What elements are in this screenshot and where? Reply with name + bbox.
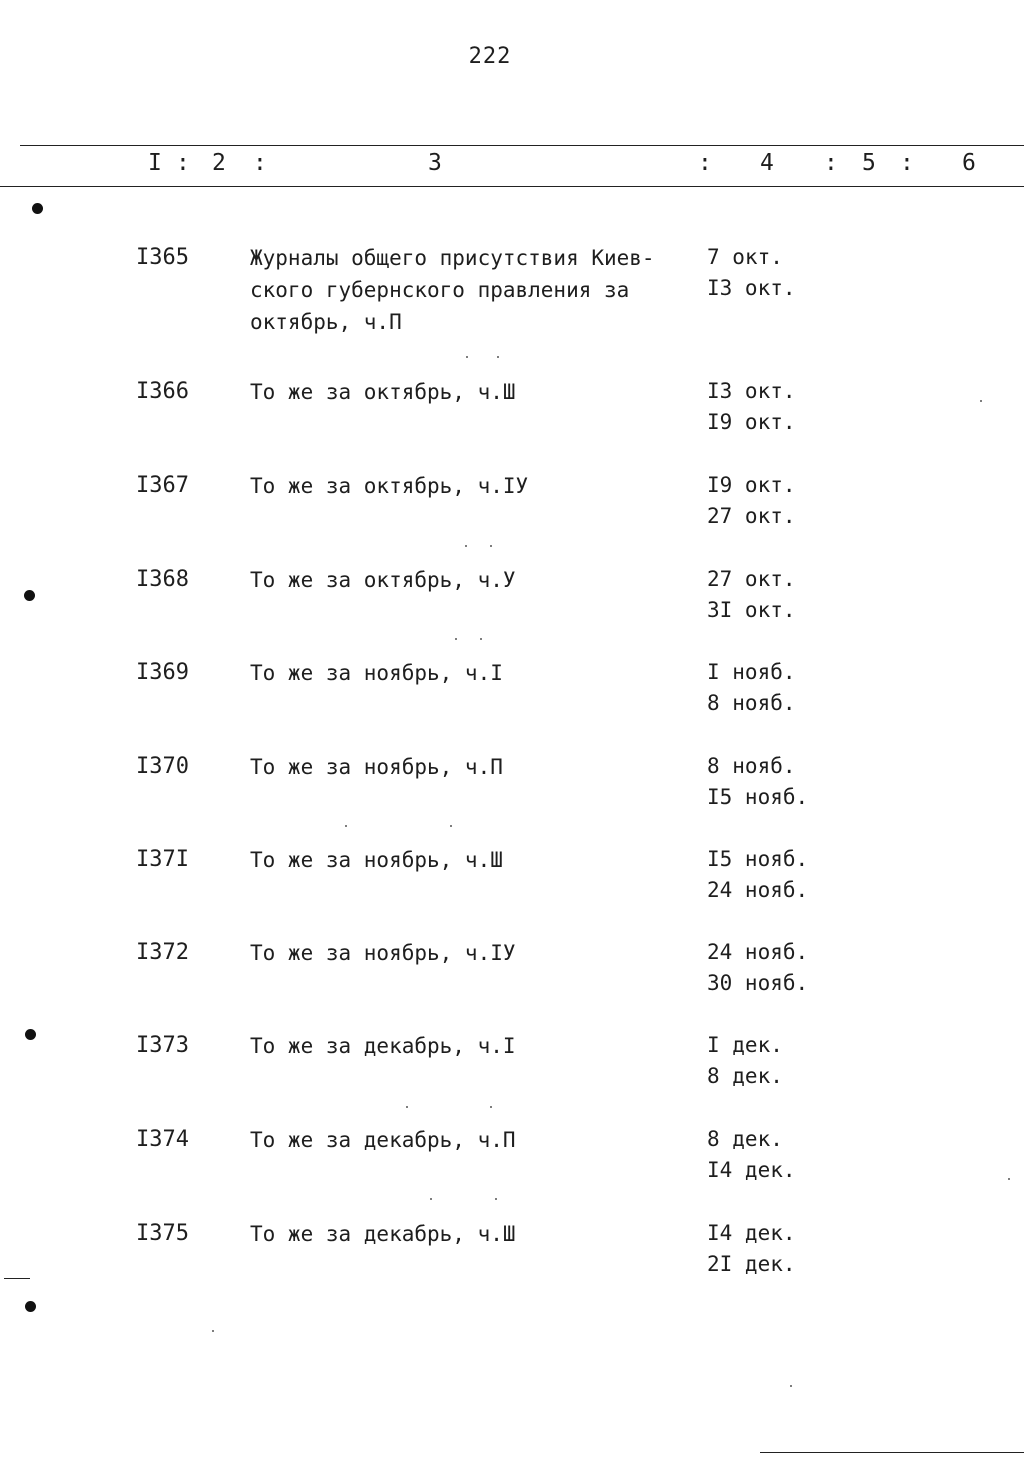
record-date-start: I нояб. [707,660,796,684]
record-title: То же за ноябрь, ч.П [250,755,503,779]
scan-speck [497,356,499,358]
record-date-end: I4 дек. [707,1158,796,1182]
margin-mark [4,1278,30,1279]
scan-speck [345,825,347,827]
record-date-end: 8 дек. [707,1064,783,1088]
punch-hole [25,1301,36,1312]
scan-speck [490,1106,492,1108]
record-date-start: 8 нояб. [707,754,796,778]
column-separator: : [176,150,190,176]
record-date-end: 8 нояб. [707,691,796,715]
column-header-1: I [148,150,162,176]
punch-hole [32,203,43,214]
record-dates [707,1124,796,1186]
header-bottom-rule [0,186,1024,187]
record-dates [707,657,796,719]
record-dates [707,844,808,906]
page-bottom-rule [760,1452,1024,1453]
scan-speck [430,1198,432,1200]
record-date-start: 24 нояб. [707,940,809,964]
record-title: То же за декабрь, ч.П [250,1128,516,1152]
record-dates [707,937,808,999]
record-number: I372 [136,940,189,965]
scan-speck [406,1106,408,1108]
scan-speck [495,1198,497,1200]
header-top-rule [20,145,1024,146]
scan-speck [466,356,468,358]
record-title: То же за октябрь, ч.У [250,568,516,592]
record-date-end: 24 нояб. [707,878,809,902]
record-dates [707,1218,796,1280]
record-number: I368 [136,567,189,592]
record-dates [707,470,796,532]
scan-speck [465,545,467,547]
record-dates [707,751,808,813]
column-separator: : [253,150,267,176]
column-header-5: 5 [862,150,876,176]
column-header-6: 6 [962,150,976,176]
record-dates [707,1030,783,1092]
record-dates [707,564,796,626]
record-number: I375 [136,1221,189,1246]
record-dates [707,376,796,438]
record-date-start: I9 окт. [707,473,796,497]
record-date-end: 3I окт. [707,598,796,622]
scan-speck [450,825,452,827]
record-number: I366 [136,379,189,404]
record-date-start: I4 дек. [707,1221,796,1245]
record-number: I365 [136,245,189,270]
column-separator: : [824,150,838,176]
record-title: То же за декабрь, ч.Ш [250,1222,516,1246]
record-title: То же за октябрь, ч.IУ [250,474,529,498]
column-separator: : [900,150,914,176]
record-date-start: I3 окт. [707,379,796,403]
record-date-end: 30 нояб. [707,971,809,995]
record-number: I370 [136,754,189,779]
column-separator: : [698,150,712,176]
scan-speck [480,638,482,640]
column-header-3: 3 [428,150,442,176]
record-title: То же за ноябрь, ч.I [250,661,503,685]
record-date-start: I5 нояб. [707,847,809,871]
record-title: То же за ноябрь, ч.Ш [250,848,503,872]
scan-speck [212,1330,214,1332]
scan-speck [455,638,457,640]
punch-hole [25,1029,36,1040]
page-number: 222 [468,44,512,69]
record-date-end: I9 окт. [707,410,796,434]
record-number: I369 [136,660,189,685]
punch-hole [24,590,35,601]
record-title: То же за октябрь, ч.Ш [250,380,516,404]
record-date-end: I5 нояб. [707,785,809,809]
column-header-4: 4 [760,150,774,176]
record-title: Журналы общего присутствия Киев- ского губернского правления за октябрь, ч.П [250,246,655,334]
scan-speck [490,545,492,547]
record-date-end: 27 окт. [707,504,796,528]
record-date-start: 8 дек. [707,1127,783,1151]
record-number: I37I [136,847,189,872]
column-header-2: 2 [212,150,226,176]
record-number: I367 [136,473,189,498]
record-title: То же за декабрь, ч.I [250,1034,516,1058]
record-number: I374 [136,1127,189,1152]
scan-speck [1008,1178,1010,1180]
record-number: I373 [136,1033,189,1058]
record-date-start: 27 окт. [707,567,796,591]
record-date-start: I дек. [707,1033,783,1057]
record-dates [707,242,796,304]
record-date-end: I3 окт. [707,276,796,300]
record-title: То же за ноябрь, ч.IУ [250,941,516,965]
scan-speck [980,400,982,402]
scan-speck [790,1385,792,1387]
record-date-end: 2I дек. [707,1252,796,1276]
record-date-start: 7 окт. [707,245,783,269]
